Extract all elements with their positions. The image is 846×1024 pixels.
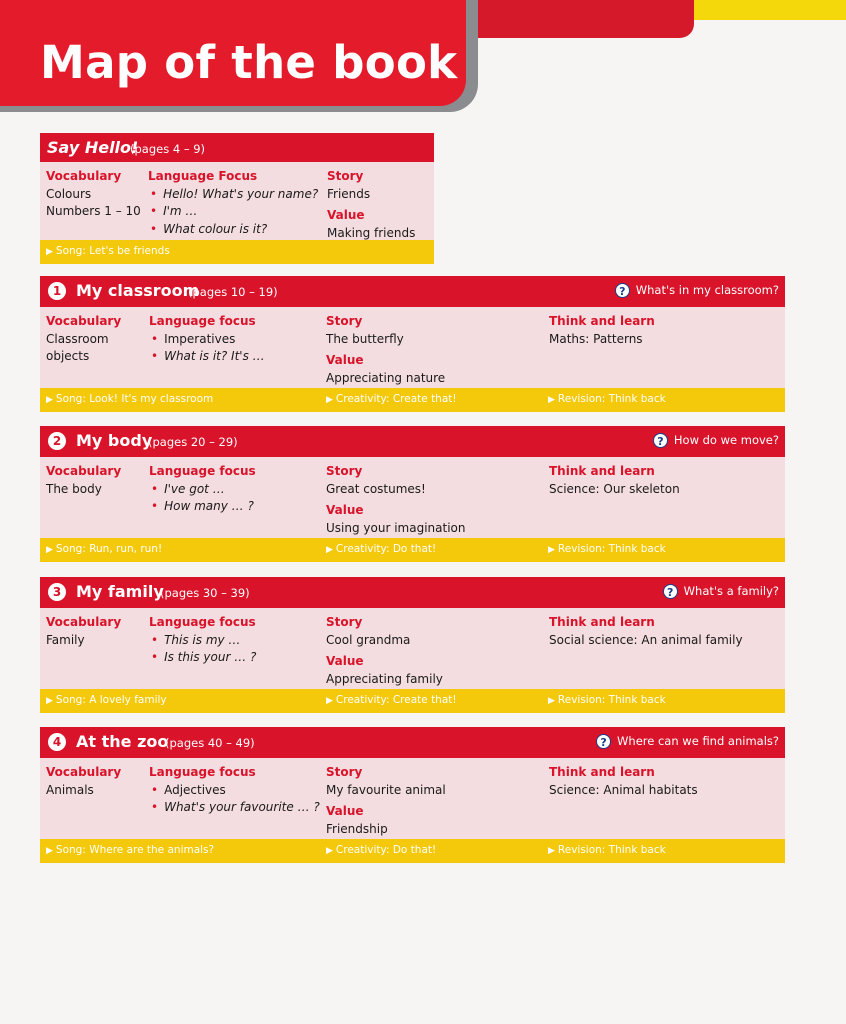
page-title: Map of the book	[40, 36, 458, 89]
story-column	[326, 764, 446, 838]
think-and-learn-column	[549, 764, 698, 799]
story-column	[326, 463, 465, 537]
play-triangle-icon: ▶	[326, 696, 333, 706]
bullet: •	[151, 800, 159, 814]
unit-title: Say Hello!	[47, 138, 139, 157]
vocabulary-label: Vocabulary	[46, 169, 122, 183]
unit-title: My family	[76, 582, 164, 601]
song-bar	[40, 240, 434, 264]
story-title: Cool grandma	[326, 632, 411, 647]
big-question-text: What's a family?	[683, 584, 779, 598]
unit-title: My body	[76, 431, 153, 450]
story-label: Story	[327, 169, 364, 183]
intro-unit	[40, 133, 434, 264]
play-triangle-icon: ▶	[326, 846, 333, 856]
think-and-learn-label: Think and learn	[549, 765, 655, 779]
bullet: •	[151, 481, 159, 496]
play-triangle-icon: ▶	[326, 545, 333, 555]
song-item	[46, 245, 170, 257]
song-item	[46, 543, 162, 555]
value-text: Appreciating family	[326, 671, 443, 686]
language-focus-label: Language focus	[149, 464, 256, 478]
language-focus-label: Language focus	[149, 765, 256, 779]
bullet: •	[151, 782, 159, 797]
language-focus-item: What colour is it?	[163, 221, 268, 236]
song-item	[46, 844, 214, 856]
vocabulary-item: Colours	[46, 186, 92, 201]
play-triangle-icon: ▶	[548, 395, 555, 405]
story-title: Friends	[327, 186, 371, 201]
unit-header	[40, 276, 785, 307]
decorative-red-bar	[476, 0, 694, 38]
song-title: Song: Look! It's my classroom	[55, 393, 214, 405]
bullet: •	[150, 204, 158, 218]
bullet: •	[150, 186, 158, 201]
unit-number-badge: 3	[48, 583, 66, 601]
play-triangle-icon: ▶	[46, 545, 53, 555]
bullet: •	[151, 499, 159, 513]
vocabulary-item: Animals	[46, 782, 94, 797]
vocabulary-label: Vocabulary	[46, 765, 122, 779]
story-title: My favourite animal	[326, 782, 446, 797]
language-focus-column	[149, 313, 265, 366]
creativity-text: Creativity: Do that!	[335, 844, 437, 856]
play-triangle-icon: ▶	[548, 696, 555, 706]
revision-item	[548, 543, 666, 555]
creativity-item	[326, 694, 457, 706]
language-focus-item: I'm …	[163, 204, 198, 218]
language-focus-label: Language focus	[149, 615, 256, 629]
unit-header	[40, 426, 785, 457]
play-triangle-icon: ▶	[46, 696, 53, 706]
think-and-learn-column	[549, 614, 743, 649]
bullet: •	[151, 349, 159, 363]
activities-bar	[40, 388, 785, 412]
vocabulary-column	[46, 168, 141, 221]
story-column	[326, 614, 443, 688]
vocabulary-item: The body	[46, 481, 102, 496]
think-and-learn-column	[549, 463, 680, 498]
story-column	[326, 313, 445, 387]
think-and-learn-label: Think and learn	[549, 615, 655, 629]
value-text: Appreciating nature	[326, 370, 446, 385]
language-focus-item: How many … ?	[164, 499, 254, 513]
song-item	[46, 694, 167, 706]
activities-bar	[40, 689, 785, 713]
language-focus-item: Hello! What's your name?	[163, 186, 319, 201]
value-text: Making friends	[327, 225, 416, 240]
unit-number-badge: 1	[48, 282, 66, 300]
language-focus-column	[148, 168, 318, 238]
revision-text: Revision: Think back	[557, 393, 666, 405]
activities-bar	[40, 839, 785, 863]
title-banner	[0, 0, 466, 106]
value-label: Value	[326, 503, 364, 517]
activities-bar	[40, 538, 785, 562]
story-label: Story	[326, 615, 363, 629]
big-question	[615, 283, 779, 298]
unit-pages: (pages 20 – 29)	[148, 435, 238, 449]
unit-pages: (pages 4 – 9)	[130, 142, 206, 156]
vocabulary-column	[46, 463, 121, 498]
story-label: Story	[326, 464, 363, 478]
big-question-text: What's in my classroom?	[635, 283, 779, 297]
value-label: Value	[326, 353, 364, 367]
unit-body	[40, 608, 785, 689]
unit-number-badge: 4	[48, 733, 66, 751]
think-and-learn-text: Science: Our skeleton	[549, 481, 680, 496]
unit-pages: (pages 40 – 49)	[165, 736, 255, 750]
play-triangle-icon: ▶	[46, 395, 53, 405]
language-focus-column	[149, 614, 256, 667]
value-text: Friendship	[326, 821, 388, 836]
vocabulary-label: Vocabulary	[46, 314, 122, 328]
vocabulary-item: Numbers 1 – 10	[46, 204, 141, 218]
bullet: •	[151, 632, 159, 647]
song-title: Song: Where are the animals?	[55, 844, 215, 856]
think-and-learn-text: Social science: An animal family	[549, 632, 743, 647]
creativity-item	[326, 393, 457, 405]
vocabulary-item: Classroom	[46, 331, 109, 346]
song-title: Song: A lovely family	[55, 694, 167, 706]
play-triangle-icon: ▶	[46, 247, 53, 257]
revision-text: Revision: Think back	[557, 543, 666, 555]
song-item	[46, 393, 213, 405]
big-question	[663, 584, 779, 599]
song-title: Song: Run, run, run!	[55, 543, 163, 555]
think-and-learn-text: Maths: Patterns	[549, 331, 643, 346]
unit-2	[40, 426, 785, 562]
unit-body	[40, 758, 785, 839]
value-text: Using your imagination	[326, 520, 466, 535]
value-label: Value	[327, 208, 365, 222]
creativity-text: Creativity: Create that!	[335, 694, 457, 706]
unit-title: At the zoo	[76, 732, 169, 751]
unit-1	[40, 276, 785, 412]
language-focus-item: Adjectives	[164, 782, 226, 797]
unit-header	[40, 133, 434, 162]
think-and-learn-column	[549, 313, 655, 348]
language-focus-item: Imperatives	[164, 331, 236, 346]
language-focus-item: What is it? It's …	[164, 349, 265, 363]
bullet: •	[151, 650, 159, 664]
language-focus-item: I've got …	[164, 481, 225, 496]
bullet: •	[151, 331, 159, 346]
play-triangle-icon: ▶	[548, 846, 555, 856]
question-circle-icon: ?	[653, 433, 668, 448]
creativity-text: Creativity: Create that!	[335, 393, 457, 405]
revision-item	[548, 393, 666, 405]
think-and-learn-text: Science: Animal habitats	[549, 782, 698, 797]
vocabulary-label: Vocabulary	[46, 615, 122, 629]
story-column	[327, 168, 415, 242]
story-label: Story	[326, 765, 363, 779]
play-triangle-icon: ▶	[46, 846, 53, 856]
vocabulary-column	[46, 313, 121, 366]
revision-text: Revision: Think back	[557, 694, 666, 706]
language-focus-label: Language Focus	[148, 169, 258, 183]
big-question-text: Where can we find animals?	[617, 734, 779, 748]
unit-title: My classroom	[76, 281, 200, 300]
question-circle-icon: ?	[615, 283, 630, 298]
think-and-learn-label: Think and learn	[549, 314, 655, 328]
value-label: Value	[326, 654, 364, 668]
vocabulary-label: Vocabulary	[46, 464, 122, 478]
revision-item	[548, 694, 666, 706]
language-focus-column	[149, 463, 256, 516]
big-question-text: How do we move?	[673, 433, 779, 447]
vocabulary-item: Family	[46, 632, 85, 647]
bullet: •	[150, 221, 158, 236]
unit-body	[40, 307, 785, 388]
play-triangle-icon: ▶	[548, 545, 555, 555]
big-question	[653, 433, 779, 448]
unit-4	[40, 727, 785, 863]
unit-number-badge: 2	[48, 432, 66, 450]
creativity-item	[326, 543, 436, 555]
revision-text: Revision: Think back	[557, 844, 666, 856]
vocabulary-column	[46, 764, 121, 799]
unit-3	[40, 577, 785, 713]
revision-item	[548, 844, 666, 856]
vocabulary-column	[46, 614, 121, 649]
question-circle-icon: ?	[596, 734, 611, 749]
big-question	[596, 734, 779, 749]
play-triangle-icon: ▶	[326, 395, 333, 405]
unit-body	[40, 162, 434, 240]
language-focus-label: Language focus	[149, 314, 256, 328]
song-title: Song: Let's be friends	[55, 245, 170, 257]
unit-pages: (pages 30 – 39)	[160, 586, 250, 600]
story-label: Story	[326, 314, 363, 328]
unit-header	[40, 577, 785, 608]
think-and-learn-label: Think and learn	[549, 464, 655, 478]
language-focus-column	[149, 764, 320, 817]
unit-header	[40, 727, 785, 758]
vocabulary-item: objects	[46, 349, 90, 363]
language-focus-item: This is my …	[164, 632, 241, 647]
question-circle-icon: ?	[663, 584, 678, 599]
story-title: Great costumes!	[326, 481, 426, 496]
value-label: Value	[326, 804, 364, 818]
unit-pages: (pages 10 – 19)	[188, 285, 278, 299]
language-focus-item: Is this your … ?	[164, 650, 257, 664]
creativity-item	[326, 844, 436, 856]
story-title: The butterfly	[326, 331, 404, 346]
language-focus-item: What's your favourite … ?	[164, 800, 320, 814]
unit-body	[40, 457, 785, 538]
creativity-text: Creativity: Do that!	[335, 543, 437, 555]
